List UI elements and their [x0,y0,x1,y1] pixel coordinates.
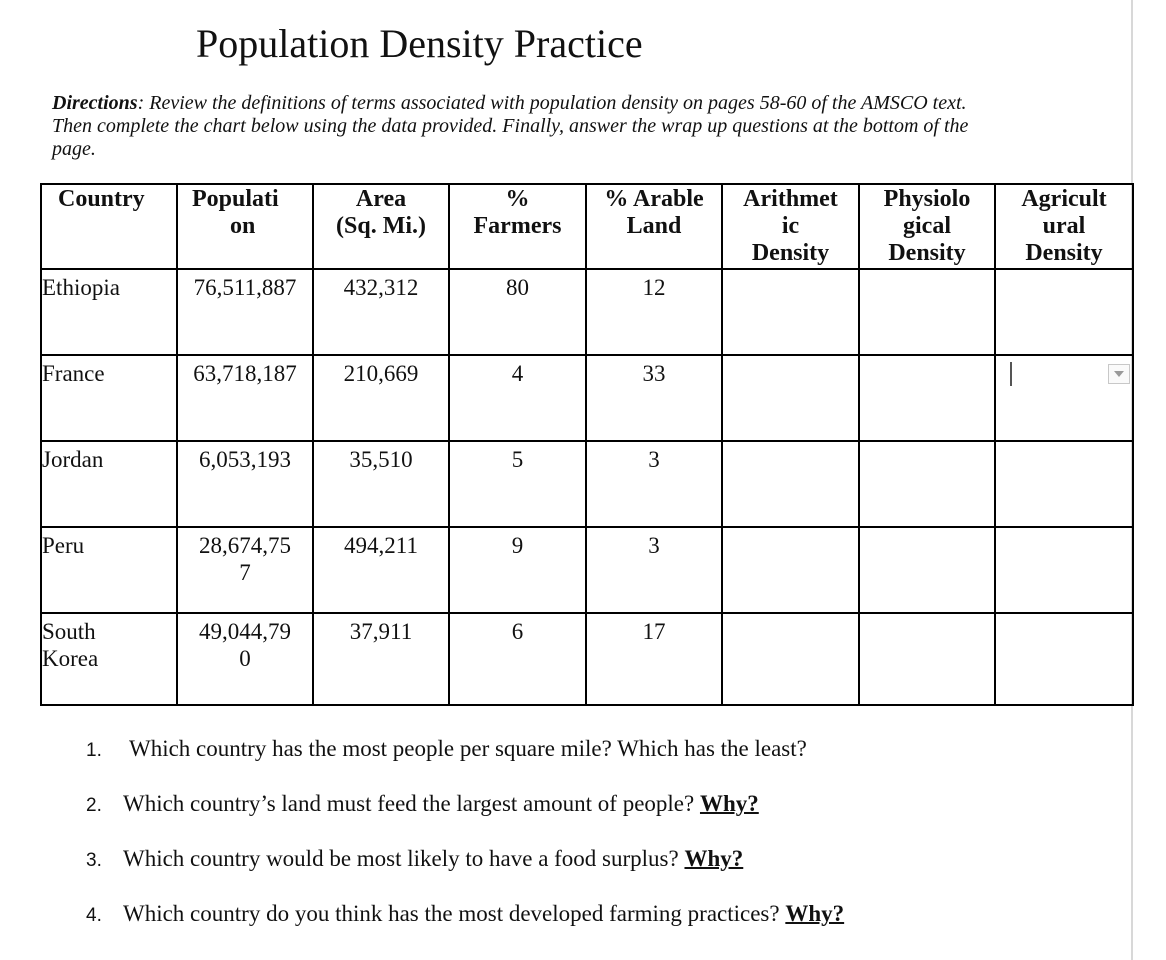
country-cell: South Korea [41,613,177,705]
table-row [41,269,1133,355]
arithmetic-density-input-cell[interactable] [722,355,859,441]
question-text: Which country do you think has the most developed farming practices? [123,901,786,926]
area-cell: 37,911 [313,613,449,705]
why-prompt: Why? [699,791,759,816]
agricultural-density-input-cell[interactable] [995,269,1133,355]
physiological-density-input-cell[interactable] [859,441,995,527]
page-title: Population Density Practice [196,21,643,66]
area-cell: 210,669 [313,355,449,441]
header-area: Area (Sq. Mi.) [313,184,449,269]
physiological-density-input-cell[interactable] [859,269,995,355]
header-agricultural-density: Agricult ural Density [995,184,1133,269]
table-header-row [41,184,1133,269]
arable-cell: 12 [586,269,722,355]
population-cell: 76,511,887 [177,269,313,355]
arable-cell: 3 [586,527,722,613]
why-prompt: Why? [785,901,845,926]
question-1 [86,734,1086,789]
farmers-cell: 5 [449,441,586,527]
cell-dropdown-arrow-icon[interactable] [1108,364,1130,384]
header-percent-arable-land: % Arable Land [586,184,722,269]
question-4 [86,899,1086,954]
physiological-density-input-cell[interactable] [859,355,995,441]
active-cell-editor[interactable] [996,360,1132,440]
arable-cell: 17 [586,613,722,705]
country-cell: Peru [41,527,177,613]
header-arithmetic-density: Arithmet ic Density [722,184,859,269]
population-cell: 49,044,79 0 [177,613,313,705]
agricultural-density-input-cell[interactable] [995,355,1133,441]
population-cell: 28,674,75 7 [177,527,313,613]
directions-paragraph [52,92,992,161]
farmers-cell: 9 [449,527,586,613]
area-cell: 35,510 [313,441,449,527]
country-cell: France [41,355,177,441]
arithmetic-density-input-cell[interactable] [722,441,859,527]
population-cell: 63,718,187 [177,355,313,441]
farmers-cell: 6 [449,613,586,705]
table-row [41,355,1133,441]
table-row [41,613,1133,705]
population-cell: 6,053,193 [177,441,313,527]
header-population: Populati on [177,184,313,269]
header-percent-farmers: % Farmers [449,184,586,269]
header-country: Country [41,184,177,269]
population-density-table [40,183,1134,706]
question-number: 1. [86,740,102,761]
area-cell: 432,312 [313,269,449,355]
directions-lead: Directions [52,92,138,114]
physiological-density-input-cell[interactable] [859,613,995,705]
arithmetic-density-input-cell[interactable] [722,613,859,705]
text-cursor [1010,362,1012,386]
farmers-cell: 4 [449,355,586,441]
question-number: 4. [86,905,102,926]
wrap-up-questions [86,734,1086,954]
agricultural-density-input-cell[interactable] [995,441,1133,527]
farmers-cell: 80 [449,269,586,355]
directions-text: : Review the definitions of terms associated with population density on pages 58-60 of the AMSCO text. Then complete the chart below using the data provided. Finally, answer the wrap up questions at the bottom of the page. [52,92,969,160]
area-cell: 494,211 [313,527,449,613]
physiological-density-input-cell[interactable] [859,527,995,613]
question-text: Which country’s land must feed the largest amount of people? [123,791,700,816]
table-row [41,527,1133,613]
question-3 [86,844,1086,899]
header-physiological-density: Physiolo gical Density [859,184,995,269]
arithmetic-density-input-cell[interactable] [722,269,859,355]
country-cell: Jordan [41,441,177,527]
agricultural-density-input-cell[interactable] [995,613,1133,705]
question-text: Which country would be most likely to have a food surplus? [123,846,685,871]
agricultural-density-input-cell[interactable] [995,527,1133,613]
arable-cell: 3 [586,441,722,527]
question-text: Which country has the most people per square mile? Which has the least? [129,736,807,761]
table-row [41,441,1133,527]
question-number: 3. [86,850,102,871]
question-number: 2. [86,795,102,816]
arithmetic-density-input-cell[interactable] [722,527,859,613]
question-2 [86,789,1086,844]
why-prompt: Why? [684,846,744,871]
arable-cell: 33 [586,355,722,441]
country-cell: Ethiopia [41,269,177,355]
